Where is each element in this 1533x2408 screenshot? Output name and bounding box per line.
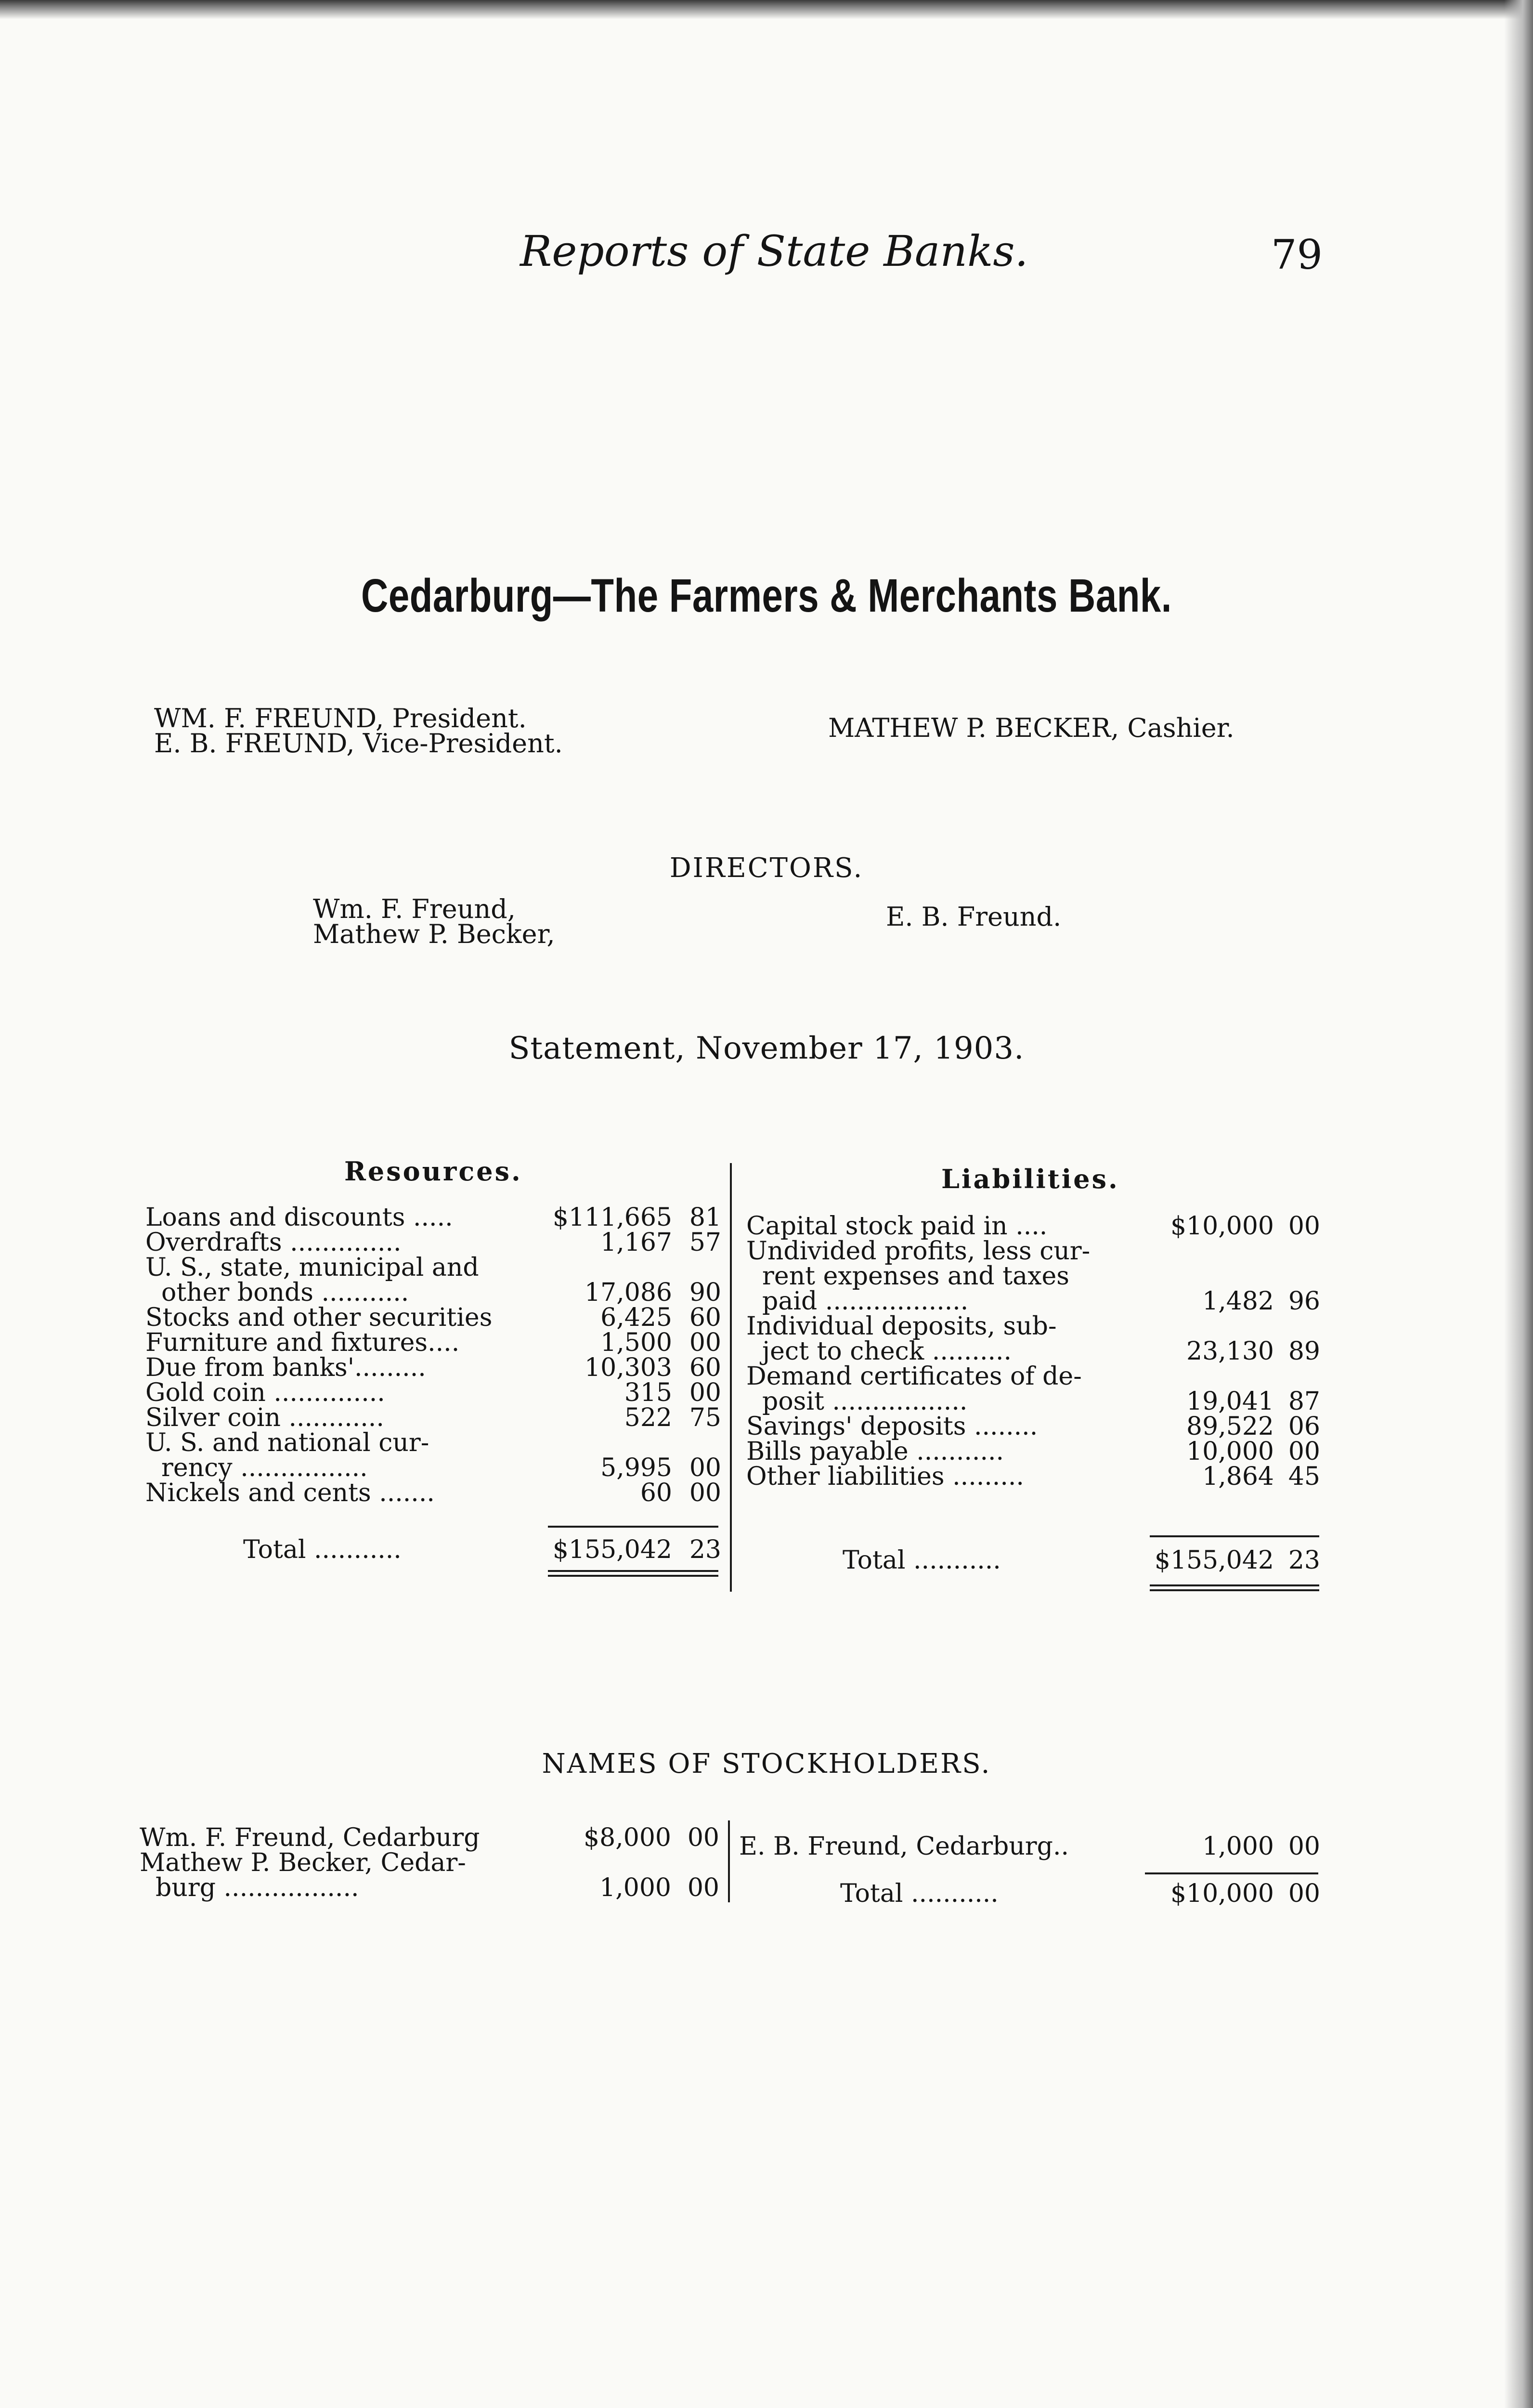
row-cents: 81 — [689, 1203, 721, 1232]
row-label: ject to check .......... — [746, 1337, 1012, 1366]
row-label: Gold coin .............. — [145, 1378, 385, 1407]
row-cents: 06 — [1288, 1412, 1320, 1441]
row-label: Savings' deposits ........ — [746, 1412, 1038, 1441]
row-cents: 60 — [689, 1303, 721, 1332]
row-label: other bonds ........... — [145, 1278, 409, 1307]
row-cents: 00 — [689, 1479, 721, 1507]
row-amount: 1,864 — [1202, 1462, 1274, 1491]
row-label: paid .................. — [746, 1287, 969, 1316]
row-cents: 90 — [689, 1278, 721, 1307]
table-divider — [730, 1163, 732, 1592]
row-cents: 00 — [687, 1823, 719, 1852]
row-amount: 6,425 — [600, 1303, 672, 1332]
officer-vice-president: E. B. FREUND, Vice-President. — [154, 728, 563, 759]
row-cents: 45 — [1288, 1462, 1320, 1491]
row-label: rent expenses and taxes — [746, 1262, 1069, 1291]
stockholders-total-cents: 00 — [1288, 1879, 1320, 1908]
row-label: Undivided profits, less cur- — [746, 1237, 1091, 1266]
row-label: Loans and discounts ..... — [145, 1203, 453, 1232]
row-cents: 00 — [1288, 1437, 1320, 1466]
bank-title: Cedarburg—The Farmers & Merchants Bank. — [361, 569, 1172, 622]
statement-title: Statement, November 17, 1903. — [508, 1031, 1025, 1066]
page-top-edge — [0, 0, 1533, 19]
directors-heading: DIRECTORS. — [669, 852, 864, 884]
director-name: Mathew P. Becker, — [313, 919, 555, 949]
row-label: Individual deposits, sub- — [746, 1312, 1057, 1341]
row-amount: 10,000 — [1186, 1437, 1274, 1466]
liabilities-sum-rule — [1150, 1535, 1319, 1537]
row-amount: 1,000 — [599, 1873, 671, 1902]
row-cents: 00 — [687, 1873, 719, 1902]
liabilities-total-label: Total ........... — [843, 1546, 1001, 1575]
row-label: Capital stock paid in .... — [746, 1212, 1048, 1241]
row-amount: 60 — [640, 1479, 672, 1507]
page-right-edge — [1504, 0, 1533, 2408]
row-amount: 1,500 — [600, 1328, 672, 1357]
resources-total-cents: 23 — [689, 1535, 721, 1564]
director-name: Wm. F. Freund, — [313, 894, 516, 924]
row-label: Furniture and fixtures.... — [145, 1328, 460, 1357]
row-label: Silver coin ............ — [145, 1403, 384, 1432]
row-cents: 96 — [1288, 1287, 1320, 1316]
resources-total-underline — [548, 1570, 718, 1577]
row-cents: 57 — [689, 1228, 721, 1257]
running-title: Reports of State Banks. — [520, 226, 1028, 276]
row-cents: 87 — [1288, 1387, 1320, 1416]
row-amount: 19,041 — [1186, 1387, 1274, 1416]
row-label: Other liabilities ......... — [746, 1462, 1024, 1491]
row-cents: 60 — [689, 1353, 721, 1382]
row-cents: 00 — [689, 1328, 721, 1357]
row-amount: 522 — [624, 1403, 672, 1432]
resources-total-label: Total ........... — [243, 1535, 402, 1564]
row-label: Bills payable ........... — [746, 1437, 1004, 1466]
row-amount: $8,000 — [584, 1823, 671, 1852]
row-label: burg ................. — [140, 1873, 359, 1902]
row-amount: 17,086 — [585, 1278, 672, 1307]
row-amount: 1,482 — [1202, 1287, 1274, 1316]
row-label: Wm. F. Freund, Cedarburg — [140, 1823, 480, 1852]
row-label: rency ................ — [145, 1453, 368, 1482]
resources-sum-rule — [548, 1526, 718, 1528]
page-number: 79 — [1271, 231, 1323, 278]
row-cents: 00 — [689, 1453, 721, 1482]
row-amount: $10,000 — [1170, 1212, 1274, 1241]
row-label: posit ................. — [746, 1387, 968, 1416]
row-amount: 89,522 — [1186, 1412, 1274, 1441]
row-label: Due from banks'......... — [145, 1353, 426, 1382]
stockholders-heading: NAMES OF STOCKHOLDERS. — [542, 1748, 991, 1780]
stockholders-sum-rule — [1145, 1872, 1318, 1874]
row-amount: 5,995 — [600, 1453, 672, 1482]
officer-president: WM. F. FREUND, President. — [154, 703, 527, 733]
liabilities-total-underline — [1150, 1584, 1319, 1591]
liabilities-total-amount: $155,042 — [1154, 1546, 1274, 1575]
row-label: Stocks and other securities — [145, 1303, 493, 1332]
row-amount: 1,000 — [1202, 1832, 1274, 1861]
row-label: U. S. and national cur- — [145, 1428, 429, 1457]
row-cents: 89 — [1288, 1337, 1320, 1366]
row-label: U. S., state, municipal and — [145, 1253, 479, 1282]
liabilities-total-cents: 23 — [1288, 1546, 1320, 1575]
resources-total-amount: $155,042 — [552, 1535, 672, 1564]
row-cents: 00 — [1288, 1212, 1320, 1241]
director-name: E. B. Freund. — [886, 902, 1062, 932]
row-label: Nickels and cents ....... — [145, 1479, 435, 1507]
row-amount: 23,130 — [1186, 1337, 1274, 1366]
stockholders-divider — [728, 1820, 730, 1902]
resources-heading: Resources. — [344, 1156, 522, 1187]
row-label: Demand certificates of de- — [746, 1362, 1082, 1391]
row-label: Overdrafts .............. — [145, 1228, 402, 1257]
row-label: Mathew P. Becker, Cedar- — [140, 1848, 466, 1877]
row-label: E. B. Freund, Cedarburg.. — [739, 1832, 1069, 1861]
stockholders-total-label: Total ........... — [840, 1879, 999, 1908]
row-amount: 315 — [624, 1378, 672, 1407]
row-cents: 00 — [689, 1378, 721, 1407]
row-amount: $111,665 — [552, 1203, 672, 1232]
officer-cashier: MATHEW P. BECKER, Cashier. — [828, 713, 1234, 743]
row-cents: 00 — [1288, 1832, 1320, 1861]
liabilities-heading: Liabilities. — [941, 1164, 1119, 1194]
row-cents: 75 — [689, 1403, 721, 1432]
row-amount: 1,167 — [600, 1228, 672, 1257]
row-amount: 10,303 — [585, 1353, 672, 1382]
stockholders-total-amount: $10,000 — [1170, 1879, 1274, 1908]
